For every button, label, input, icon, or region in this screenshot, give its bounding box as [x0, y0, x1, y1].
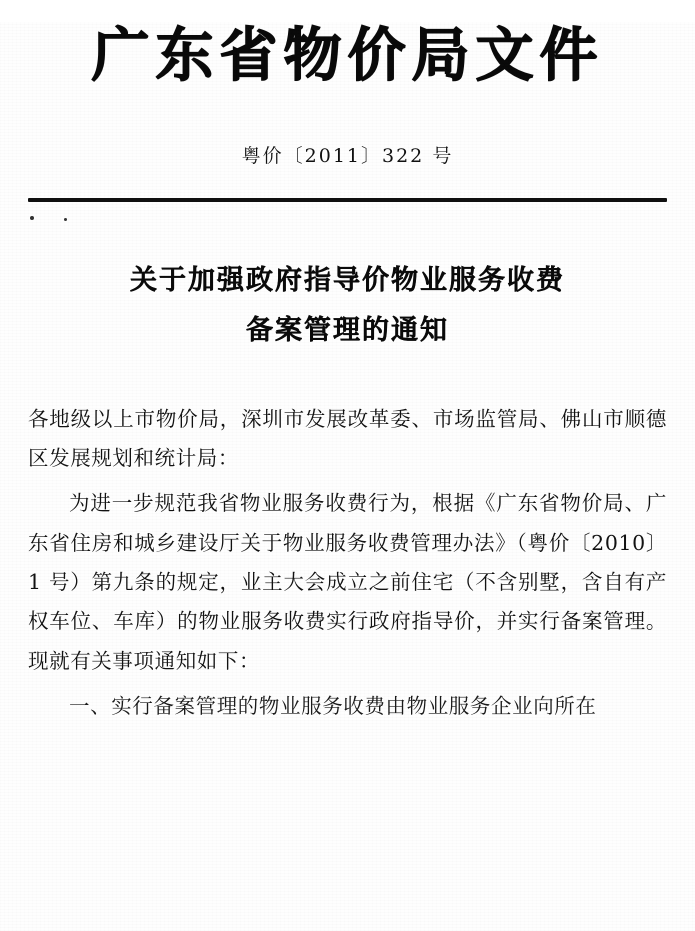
document-page	[0, 22, 695, 931]
divider-line	[28, 198, 667, 202]
paragraph-preamble: 为进一步规范我省物业服务收费行为，根据《广东省物价局、广东省住房和城乡建设厅关于物业服务收费管理办法》（粤价〔2010〕1 号）第九条的规定，业主大会成立之前住宅（不含别墅，含自有产权车位、车库）的物业服务收费实行政府指导价，并实行备案管理。现就有关事项通知如下：	[28, 491, 667, 673]
document-title	[28, 256, 667, 356]
scan-speck	[30, 216, 34, 220]
document-masthead: 广东省物价局文件	[91, 21, 604, 89]
header-divider	[28, 194, 667, 220]
paragraph-addressee: 各地级以上市物价局，深圳市发展改革委、市场监管局、佛山市顺德区发展规划和统计局：	[28, 406, 667, 470]
document-title-line-2: 备案管理的通知	[246, 314, 449, 346]
scan-speck	[64, 218, 67, 221]
document-number: 粤价〔2011〕322 号	[241, 144, 454, 167]
document-title-line-1: 关于加强政府指导价物业服务收费	[130, 264, 565, 296]
paragraph-item-1: 一、实行备案管理的物业服务收费由物业服务企业向所在	[69, 694, 597, 719]
document-body	[28, 400, 667, 727]
